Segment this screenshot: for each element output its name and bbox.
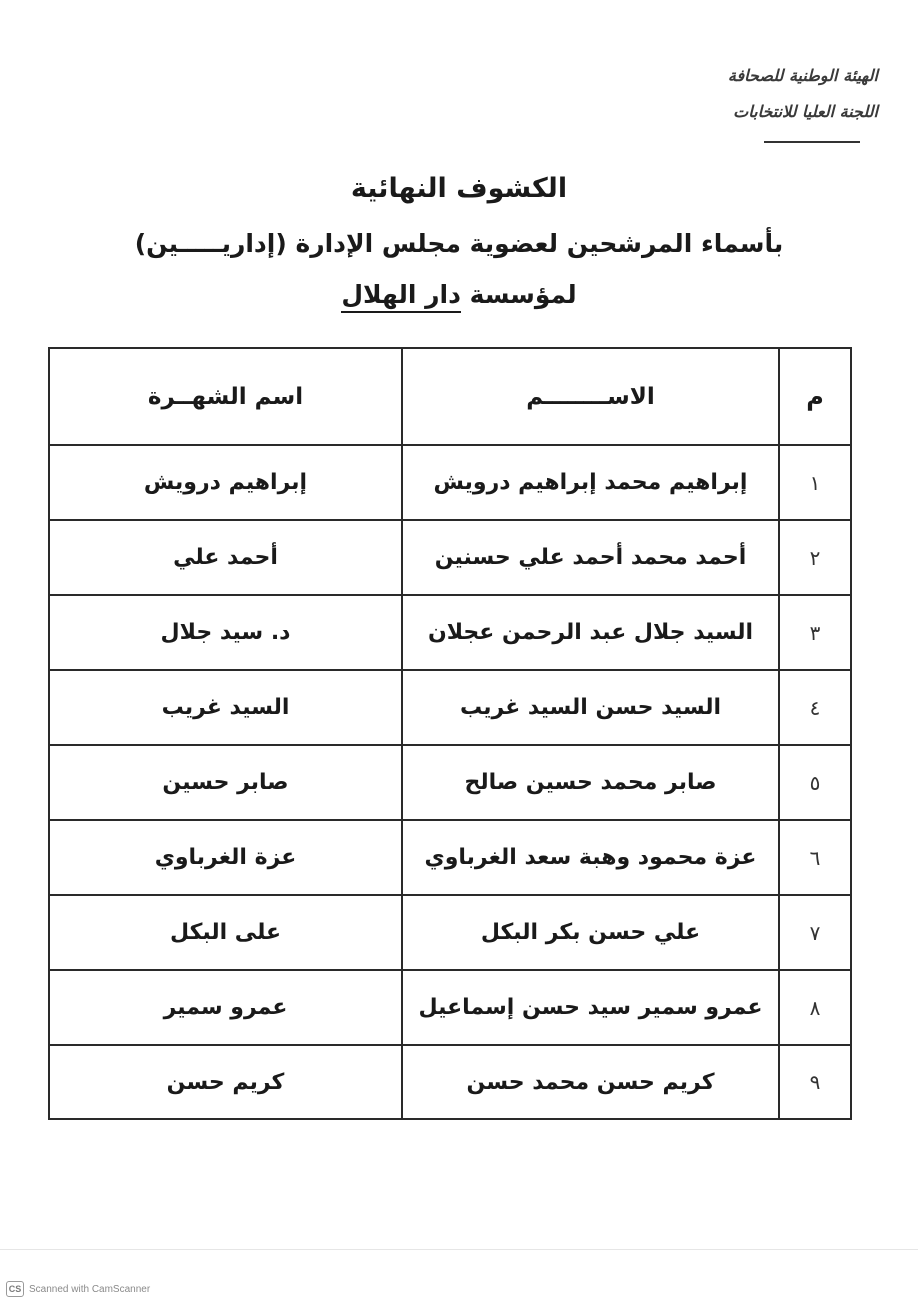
camscanner-logo-icon: CS: [6, 1281, 24, 1297]
nickname-cell: إبراهيم درويش: [50, 446, 403, 519]
header-nickname: اسم الشهــرة: [50, 349, 403, 444]
header-divider: [764, 141, 860, 143]
nickname-cell: صابر حسين: [50, 746, 403, 819]
table-row: [50, 446, 850, 521]
table-header-row: [50, 349, 850, 446]
number-cell: ٥: [809, 770, 821, 795]
nickname-cell: عمرو سمير: [50, 971, 403, 1044]
document-subtitle: بأسماء المرشحين لعضوية مجلس الإدارة (إداريـــــين): [134, 229, 784, 258]
number-cell: ٨: [809, 995, 821, 1020]
institution-name: دار الهلال: [341, 280, 461, 313]
table-row: [50, 821, 850, 896]
table-row: [50, 971, 850, 1046]
name-cell: صابر محمد حسين صالح: [403, 746, 780, 819]
table-row: [50, 596, 850, 671]
committee-name: اللجنة العليا للانتخابات: [733, 102, 878, 121]
header-name: الاســــــــم: [403, 349, 780, 444]
table-row: [50, 1046, 850, 1118]
table-row: [50, 746, 850, 821]
number-cell: ٤: [809, 695, 821, 720]
number-cell: ٢: [809, 545, 821, 570]
name-cell: السيد جلال عبد الرحمن عجلان: [403, 596, 780, 669]
table-row: [50, 671, 850, 746]
institution-prefix: لمؤسسة: [460, 280, 577, 309]
nickname-cell: كريم حسن: [50, 1046, 403, 1118]
number-cell: ٧: [809, 920, 821, 945]
number-cell: ٦: [809, 845, 821, 870]
nickname-cell: د. سيد جلال: [50, 596, 403, 669]
number-cell: ٩: [809, 1070, 821, 1094]
nickname-cell: السيد غريب: [50, 671, 403, 744]
page-bottom-edge: [0, 1249, 918, 1250]
watermark-text: Scanned with CamScanner: [29, 1283, 151, 1295]
document-title: الكشوف النهائية: [350, 173, 568, 204]
name-cell: علي حسن بكر البكل: [403, 896, 780, 969]
organization-header: [658, 58, 878, 130]
name-cell: كريم حسن محمد حسن: [403, 1046, 780, 1118]
nickname-cell: أحمد علي: [50, 521, 403, 594]
scanner-watermark: [6, 1281, 150, 1297]
name-cell: أحمد محمد أحمد علي حسنين: [403, 521, 780, 594]
name-cell: عمرو سمير سيد حسن إسماعيل: [403, 971, 780, 1044]
name-cell: السيد حسن السيد غريب: [403, 671, 780, 744]
header-number: م: [806, 382, 824, 411]
number-cell: ١: [809, 470, 821, 495]
table-row: [50, 896, 850, 971]
table-row: [50, 521, 850, 596]
nickname-cell: عزة الغرباوي: [50, 821, 403, 894]
number-cell: ٣: [809, 620, 821, 645]
name-cell: عزة محمود وهبة سعد الغرباوي: [403, 821, 780, 894]
nickname-cell: على البكل: [50, 896, 403, 969]
organization-name: الهيئة الوطنية للصحافة: [727, 66, 878, 85]
candidates-table: [48, 347, 852, 1120]
institution-line: [0, 280, 918, 309]
name-cell: إبراهيم محمد إبراهيم درويش: [403, 446, 780, 519]
